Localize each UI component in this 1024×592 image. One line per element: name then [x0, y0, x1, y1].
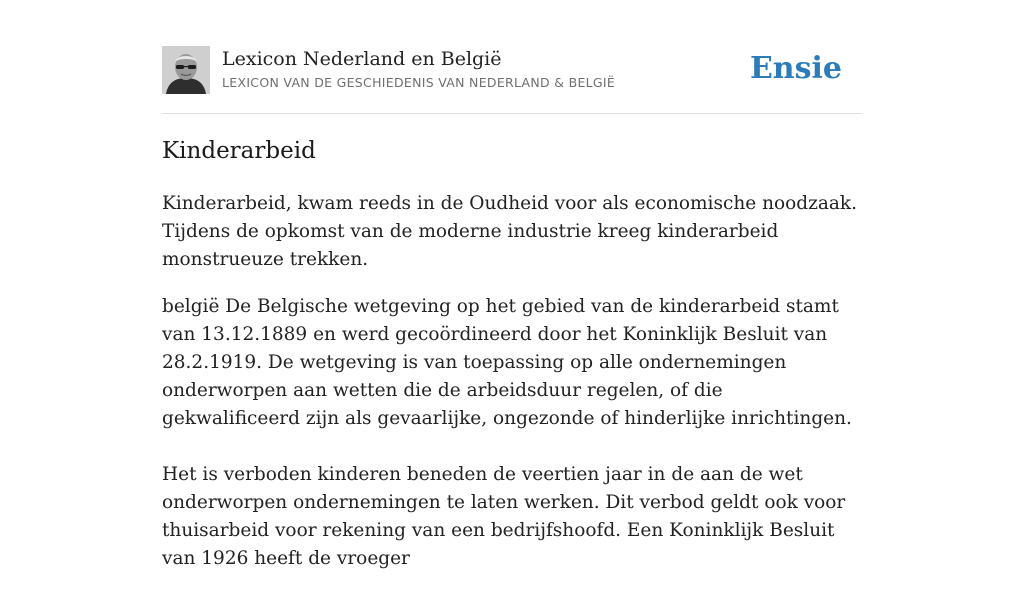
article-title: Kinderarbeid — [162, 138, 316, 164]
source-title[interactable]: Lexicon Nederland en België — [222, 48, 502, 70]
ensie-logo[interactable]: Ensie — [749, 51, 842, 86]
author-portrait-icon — [162, 46, 210, 94]
article-paragraph-prohibition: Het is verboden kinderen beneden de veertien jaar in de aan de wet onderworpen ondernemingen te laten werken. Dit verbod geldt ook voor thuisarbeid voor rekening van een bedrijfshoofd. Een Koninklijk Besluit van 1926 heeft de vroeger — [162, 464, 846, 569]
source-subtitle: LEXICON VAN DE GESCHIEDENIS VAN NEDERLAND & BELGIË — [222, 75, 616, 90]
header-divider — [162, 113, 862, 114]
article-body — [162, 190, 864, 592]
author-avatar[interactable] — [162, 46, 210, 94]
article-paragraph-intro: Kinderarbeid, kwam reeds in de Oudheid voor als economische noodzaak. Tijdens de opkomst van de moderne industrie kreeg kinderarbeid monstrueuze trekken. — [162, 193, 857, 270]
source-header — [162, 46, 862, 96]
article-paragraph-belgium: belgië De Belgische wetgeving op het gebied van de kinderarbeid stamt van 13.12.1889 en werd gecoördineerd door het Koninklijk Besluit van 28.2.1919. De wetgeving is van toepassing op alle ondernemingen onderworpen aan wetten die de arbeidsduur regelen, of die gekwalificeerd zijn als gevaarlijke, ongezonde of hinderlijke inrichtingen. — [162, 296, 852, 429]
